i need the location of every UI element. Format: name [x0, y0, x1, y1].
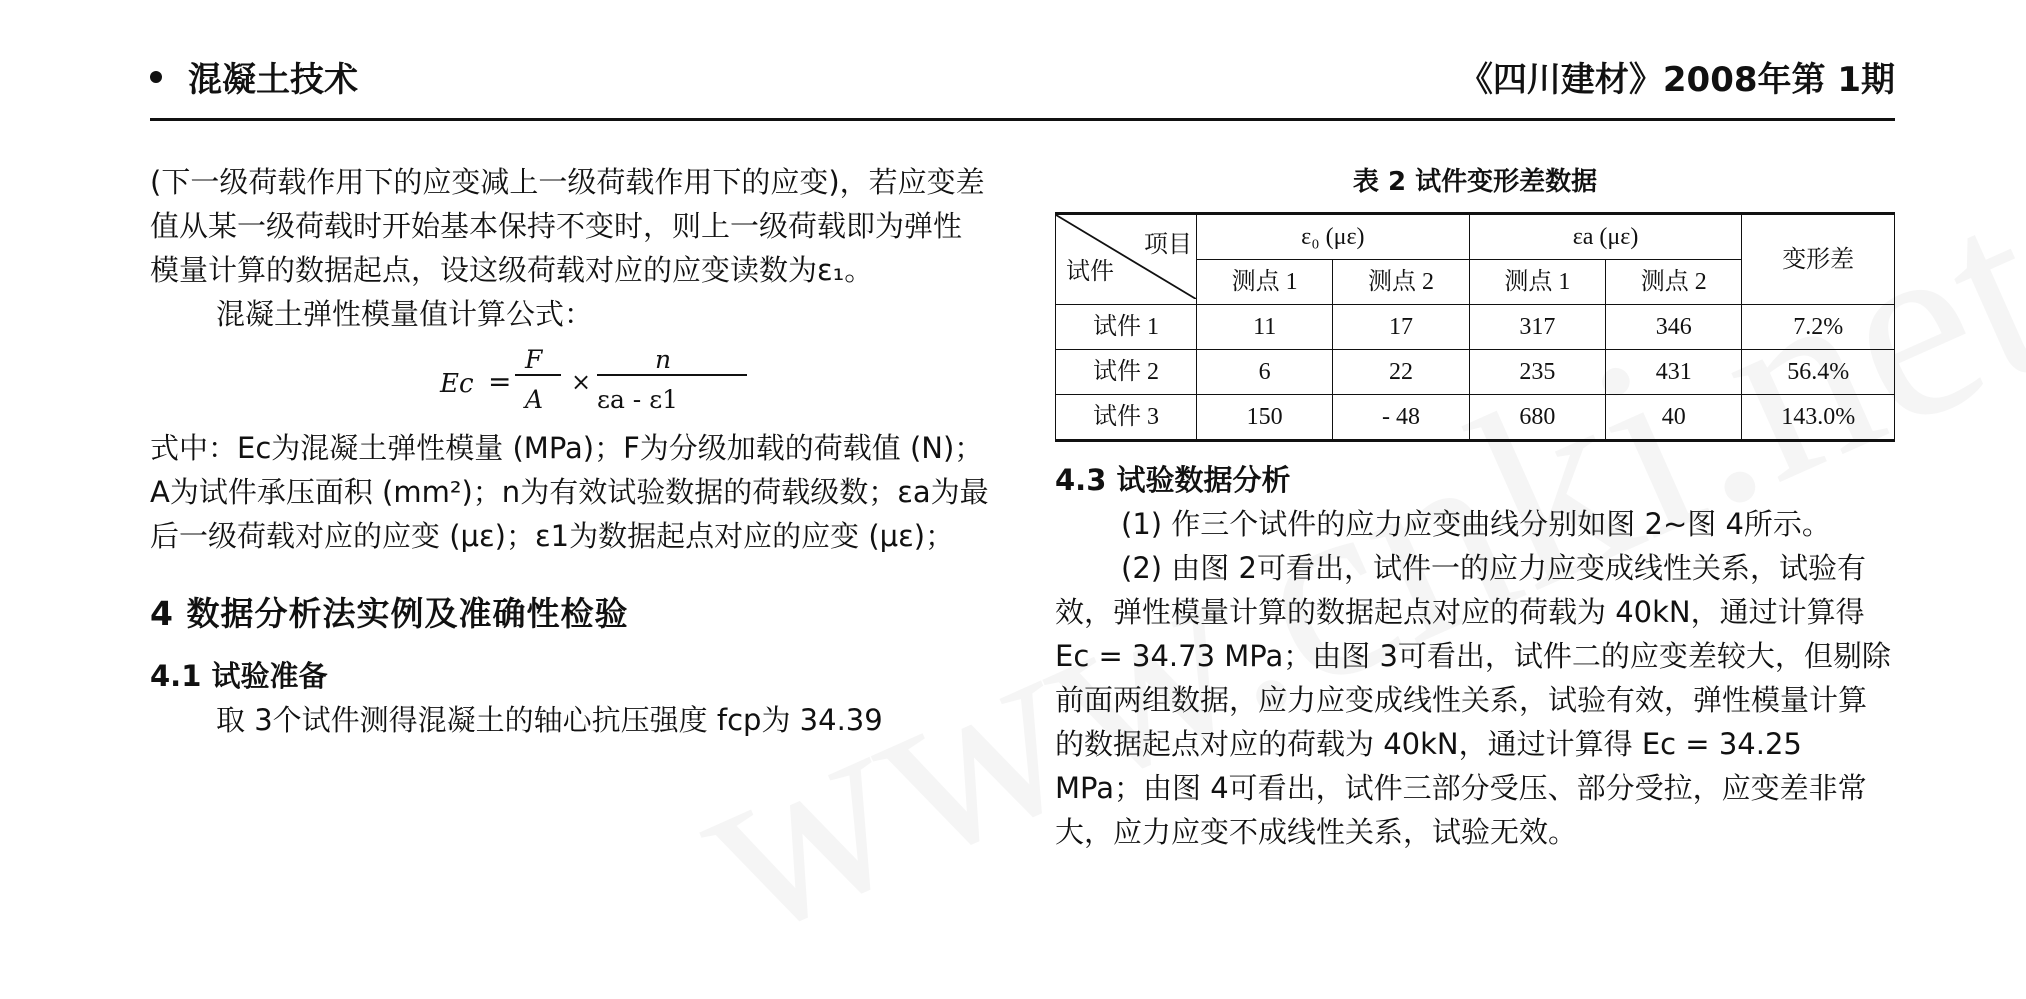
formula-a: A: [525, 385, 544, 414]
table-title: 表 2 试件变形差数据: [1352, 167, 1598, 197]
formula-ec: Ec: [440, 369, 474, 399]
header-epsilona: εa (με): [1469, 214, 1742, 260]
paragraph-1: (下一级荷载作用下的应变减上一级荷载作用下的应变)，若应变差值从某一级荷载时开始基本保持不变时，则上一级荷载即为弹性模量计算的数据起点，设这级荷载对应的应变读数为ε₁。: [150, 165, 985, 287]
fraction-line: [515, 374, 561, 376]
formula-denominator: εa - ε1: [597, 385, 679, 414]
right-column: [1055, 160, 1895, 854]
header-point-1: 测点 1: [1197, 260, 1333, 305]
subsection-43: 4.3 试验数据分析: [1055, 463, 1291, 497]
header-epsilon0: ε₀ (με): [1197, 214, 1470, 260]
header-point-2: 测点 2: [1606, 260, 1742, 305]
formula-n: n: [655, 345, 672, 374]
formula-f: F: [525, 345, 543, 374]
fraction-line-2: [597, 374, 747, 376]
journal-issue: 《四川建材》2008年第 1期: [1458, 60, 1895, 100]
table-row: 试件 2 6 22 235 431 56.4%: [1056, 350, 1895, 395]
header-point-2: 测点 2: [1333, 260, 1469, 305]
formula-explanation: 式中：Ec为混凝土弹性模量 (MPa)；F为分级加载的荷载值 (N)；A为试件承压面积 (mm²)；n为有效试验数据的荷载级数；εa为最后一级荷载对应的应变 (με)；ε1为数据起点对应的应变 (με)；: [150, 431, 989, 553]
analysis-paragraph-2: (2) 由图 2可看出，试件一的应力应变成线性关系，试验有效，弹性模量计算的数据起点对应的荷载为 40kN，通过计算得 Ec = 34.73 MPa；由图 3可看出，试件二的应变差较大，但剔除前面两组数据，应力应变成线性关系，试验有效，弹性模量计算的数据起点对应的荷载为 40kN，通过计算得 Ec = 34.25 MPa；由图 4可看出，试件三部分受压、部分受拉，应变差非常大，应力应变不成线性关系，试验无效。: [1055, 551, 1891, 849]
header-deformation-diff: 变形差: [1742, 214, 1895, 305]
header-point-1: 测点 1: [1469, 260, 1605, 305]
table-row: 试件 3 150 - 48 680 40 143.0%: [1056, 395, 1895, 441]
deformation-table: [1055, 212, 1895, 442]
header-rule: [150, 118, 1895, 121]
subsection-heading: 4.1 试验准备: [150, 659, 328, 693]
analysis-paragraph-1: (1) 作三个试件的应力应变曲线分别如图 2~图 4所示。: [1121, 507, 1831, 541]
left-column: [150, 160, 990, 742]
table-row: 试件 1 11 17 317 346 7.2%: [1056, 305, 1895, 350]
paragraph-test-prep: 取 3个试件测得混凝土的轴心抗压强度 fcp为 34.39: [216, 703, 883, 737]
formula-times: ×: [571, 368, 592, 396]
formula-equals: =: [488, 365, 512, 398]
section-title: 混凝土技术: [150, 52, 358, 101]
elastic-modulus-formula: [150, 340, 990, 420]
table-corner-cell: 项目 试件: [1056, 214, 1197, 305]
bullet-icon: [150, 71, 162, 83]
section-heading: 4 数据分析法实例及准确性检验: [150, 594, 629, 633]
page-header: [150, 52, 1895, 122]
formula-caption: 混凝土弹性模量值计算公式：: [216, 297, 594, 331]
